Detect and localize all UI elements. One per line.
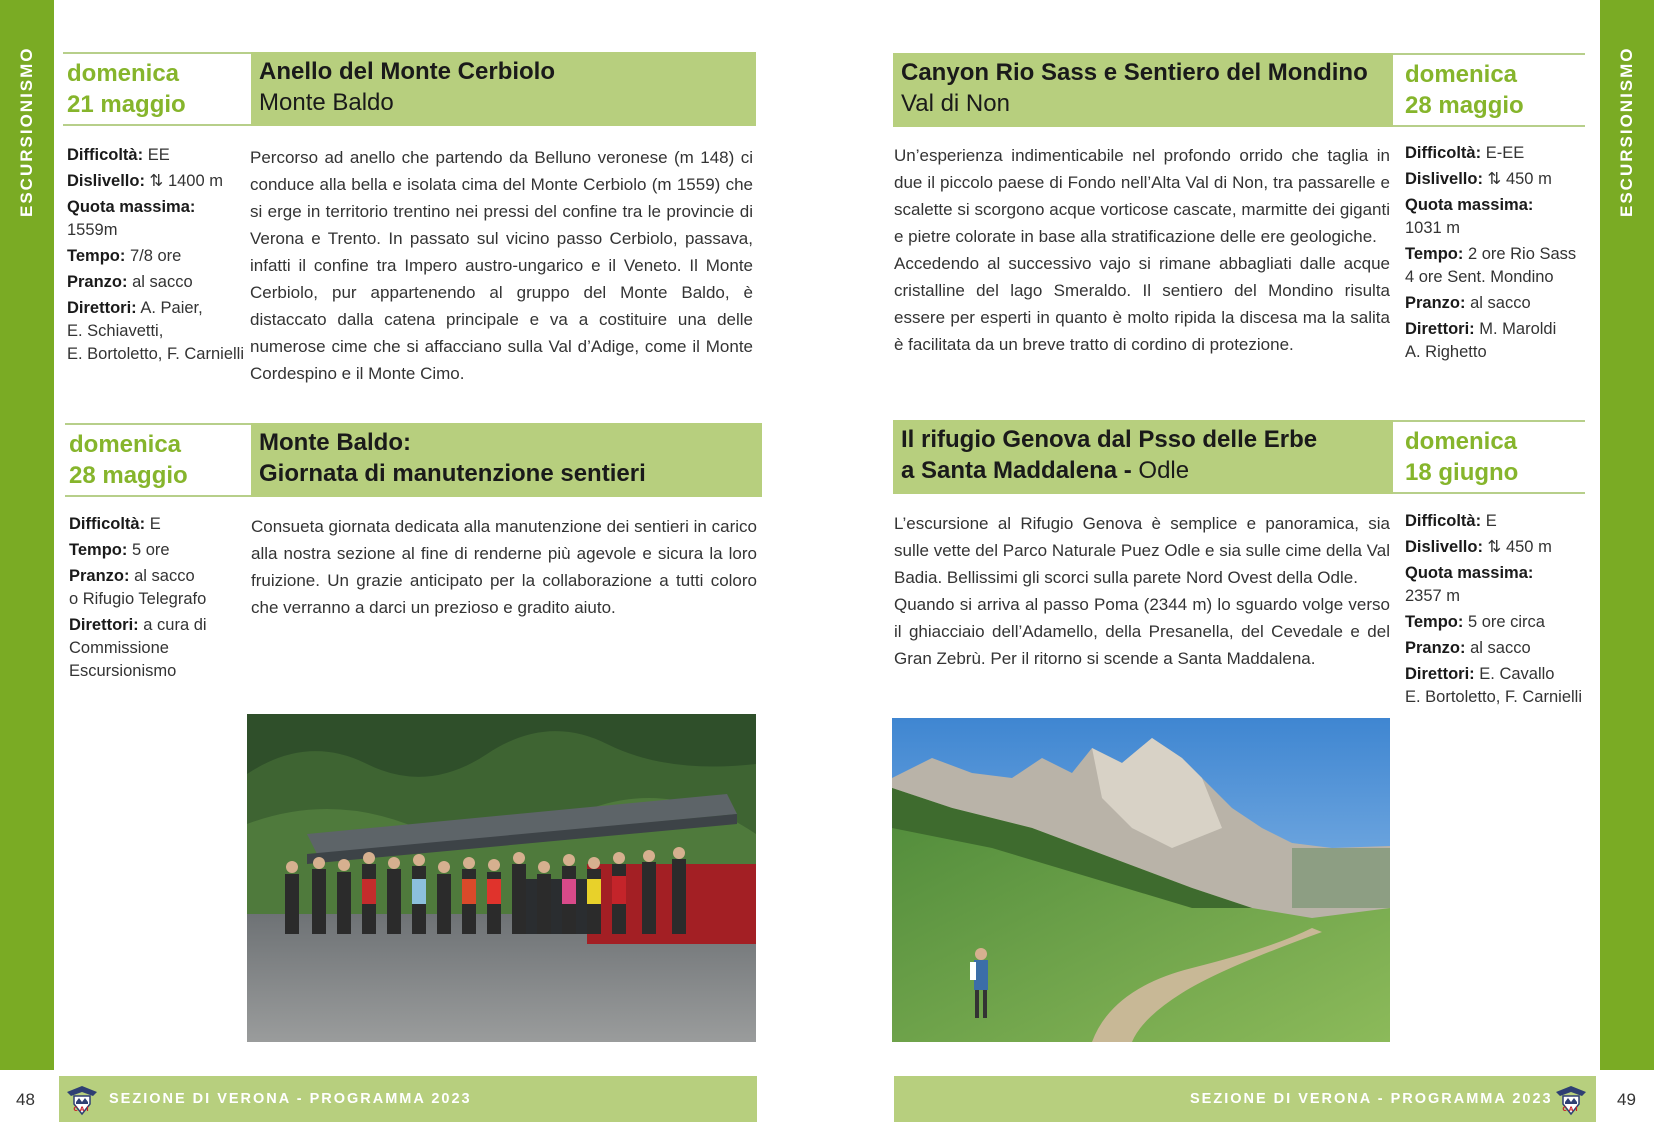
event1-date-day: 21 maggio <box>67 91 186 118</box>
event4-date-day: 18 giugno <box>1405 459 1519 486</box>
event4-info: Difficoltà: E Dislivello: ⇅ 450 m Quota massima: 2357 m Tempo: 5 ore circa Pranzo: al sacco Direttori: E. Cavallo E. Bortoletto, F. Carnielli <box>1405 512 1582 706</box>
event1-info: Difficoltà: EE Dislivello: ⇅ 1400 m Quota massima: 1559m Tempo: 7/8 ore Pranzo: al sacco Direttori: A. Paier, E. Schiavetti, E. Bortoletto, F. Carnielli <box>67 146 244 363</box>
svg-text:CAI: CAI <box>73 1106 91 1113</box>
event3-date-weekday: domenica <box>1405 61 1518 88</box>
event4-title <box>893 420 1393 494</box>
event2-date-weekday: domenica <box>69 431 182 458</box>
event2-title <box>251 423 762 497</box>
event3-title-sub: Val di Non <box>901 90 1010 117</box>
event4-title-sub: a Santa Maddalena - Odle <box>901 457 1190 484</box>
event4-date-weekday: domenica <box>1405 428 1518 455</box>
svg-text:CAI: CAI <box>1562 1106 1580 1113</box>
event2-date <box>65 423 251 497</box>
mountain-photo-image <box>892 718 1390 1042</box>
event1-title-sub: Monte Baldo <box>259 89 394 116</box>
event1-description: Percorso ad anello che partendo da Belluno veronese (m 148) ci conduce alla bella e isolata cima del Monte Cerbiolo (m 1559) che si erge in territorio trentino nei pressi del confine tra le provincie di Verona e Trento. In passato sul vicino passo Cerbiolo, passava, infatti il confine tra Impero austro-ungarico e il Veneto. Il Monte Cerbiolo, pur appartenendo al gruppo del Monte Baldo, è distaccato dalla catena principale e va a costituire una delle numerose cime che si affacciano sulla Val d’Adige, come il Monte Cordespino e il Monte Cimo. <box>250 148 753 383</box>
event3-description: Un’esperienza indimenticabile nel profondo orrido che taglia in due il piccolo paese di Fondo nell’Alta Val di Non, tra passarelle e scalette si scorgono acque vorticose cascate, marmitte dei giganti e pietre colorate in base alla stratificazione delle ere geologiche. Accedendo al successivo vajo si rimane abbagliati dalle acque cristalline del lago Smeraldo. Il sentiero del Mondino risulta essere per esperti in quanto è molto ripida la discesa ma la salita è facilitata da un breve tratto di cordino di protezione. <box>894 146 1390 354</box>
mountain-photo <box>892 718 1390 1042</box>
left-page-number: 48 <box>16 1090 35 1109</box>
event3-date <box>1393 53 1585 127</box>
event1-date <box>63 52 251 126</box>
event3-info: Difficoltà: E-EE Dislivello: ⇅ 450 m Quota massima: 1031 m Tempo: 2 ore Rio Sass 4 ore Sent. Mondino Pranzo: al sacco Direttori: M. Maroldi A. Righetto <box>1405 144 1577 361</box>
right-page-number: 49 <box>1617 1090 1636 1109</box>
event3-date-day: 28 maggio <box>1405 92 1524 119</box>
left-side-label: ESCURSIONISMO <box>17 46 36 217</box>
event2-title-main: Monte Baldo: <box>259 429 411 456</box>
event4-date <box>1393 420 1585 494</box>
event3-title-main: Canyon Rio Sass e Sentiero del Mondino <box>901 59 1368 86</box>
right-side-label: ESCURSIONISMO <box>1617 46 1636 217</box>
event4-title-main: Il rifugio Genova dal Psso delle Erbe <box>901 426 1318 453</box>
event1-date-weekday: domenica <box>67 60 180 87</box>
event1-title-main: Anello del Monte Cerbiolo <box>259 58 556 85</box>
event3-title <box>893 53 1393 127</box>
event1-title <box>251 52 756 126</box>
footer-left-text: SEZIONE DI VERONA - PROGRAMMA 2023 <box>109 1091 472 1107</box>
cai-logo-icon <box>1554 1082 1588 1116</box>
event2-date-day: 28 maggio <box>69 462 188 489</box>
event2-info: Difficoltà: E Tempo: 5 ore Pranzo: al sacco o Rifugio Telegrafo Direttori: a cura di Commissione Escursionismo <box>69 515 207 680</box>
footer-right-text: SEZIONE DI VERONA - PROGRAMMA 2023 <box>1190 1091 1553 1107</box>
event2-title-sub: Giornata di manutenzione sentieri <box>259 460 646 487</box>
footer-right <box>894 1076 1596 1122</box>
cai-logo-icon <box>65 1082 99 1116</box>
group-photo-image <box>247 714 756 1042</box>
footer-left <box>59 1076 757 1122</box>
event2-description: Consueta giornata dedicata alla manutenzione dei sentieri in carico alla nostra sezione al fine di renderne più agevole e sicura la loro fruizione. Un grazie anticipato per la collaborazione a tutti coloro che verranno a darci un prezioso e gradito aiuto. <box>251 517 757 617</box>
group-photo <box>247 714 756 1042</box>
event4-description: L’escursione al Rifugio Genova è semplice e panoramica, sia sulle vette del Parco Naturale Puez Odle e sia sulle cime della Val Badia. Bellissimi gli scorci sulla parete Nord Ovest della Odle. Quando si arriva al passo Poma (2344 m) lo sguardo volge verso il ghiacciaio dell’Adamello, della Presanella, del Cevedale e del Gran Zebrù. Per il ritorno si scende a Santa Maddalena. <box>894 514 1390 668</box>
